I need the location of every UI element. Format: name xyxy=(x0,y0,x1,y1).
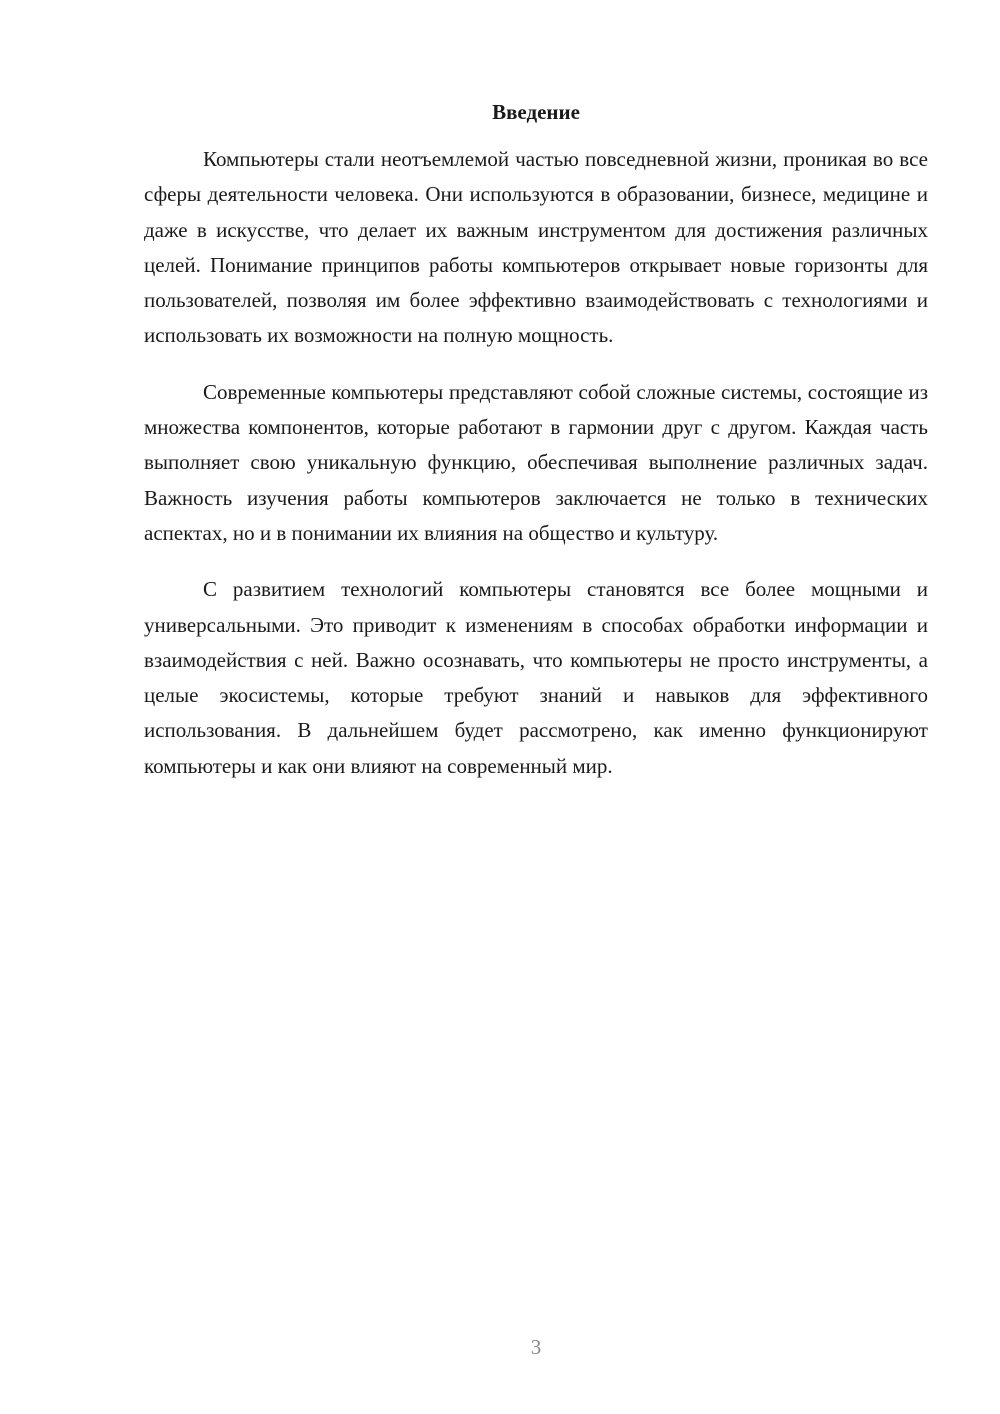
page-title: Введение xyxy=(492,100,580,124)
paragraph-3: С развитием технологий компьютеры становятся все более мощными и универсальными. Это приводит к изменениям в способах обработки информации и взаимодействия с ней. Важно осознавать, что компьютеры не просто инструменты, а целые экосистемы, которые требуют знаний и навыков для эффективного использования. В дальнейшем будет рассмотрено, как именно функционируют компьютеры и как они влияют на современный мир. xyxy=(144,577,928,778)
document-body xyxy=(144,142,928,805)
paragraph-2: Современные компьютеры представляют собой сложные системы, состоящие из множества компонентов, которые работают в гармонии друг с другом. Каждая часть выполняет свою уникальную функцию, обеспечивая выполнение различных задач. Важность изучения работы компьютеров заключается не только в технических аспектах, но и в понимании их влияния на общество и культуру. xyxy=(144,379,928,545)
page-number: 3 xyxy=(530,1335,542,1359)
paragraph-1: Компьютеры стали неотъемлемой частью повседневной жизни, проникая во все сферы деятельности человека. Они используются в образовании, бизнесе, медицине и даже в искусстве, что делает их важным инструментом для достижения различных целей. Понимание принципов работы компьютеров открывает новые горизонты для пользователей, позволяя им более эффективно взаимодействовать с технологиями и использовать их возможности на полную мощность. xyxy=(144,147,928,348)
